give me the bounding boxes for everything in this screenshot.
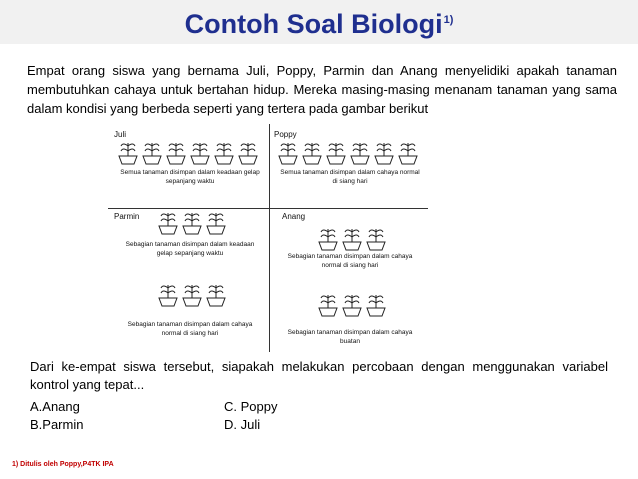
potted-plant-icon [343,295,361,316]
caption-poppy: Semua tanaman disimpan dalam cahaya normal di siang hari [280,169,420,185]
caption-juli: Semua tanaman disimpan dalam keadaan gelap sepanjang waktu [120,169,260,185]
caption-parmin-bottom: Sebagian tanaman disimpan dalam cahaya normal di siang hari [127,321,253,337]
potted-plant-icon [319,295,337,316]
option-c: C. Poppy [224,399,278,414]
potted-plant-icon [367,229,385,250]
potted-plant-icon [215,143,233,164]
plants-poppy [276,138,426,166]
caption-anang-top: Sebagian tanaman disimpan dalam cahaya normal di siang hari [287,253,413,269]
label-poppy: Poppy [274,130,297,139]
potted-plant-icon [375,143,393,164]
intro-paragraph: Empat orang siswa yang bernama Juli, Poppy, Parmin dan Anang menyelidiki apakah tanaman membutuhkan cahaya untuk bertahan hidup. Mereka masing-masing menanam tanaman yang sama dalam kondisi yang berbeda seperti yang tertera pada gambar berikut [27,63,617,116]
potted-plant-icon [159,213,177,234]
caption-parmin-top: Sebagian tanaman disimpan dalam keadaan gelap sepanjang waktu [125,241,255,257]
potted-plant-icon [183,213,201,234]
potted-plant-icon [303,143,321,164]
potted-plant-icon [343,229,361,250]
figure-vertical-divider [269,124,270,352]
option-b: B.Parmin [30,417,84,432]
potted-plant-icon [207,285,225,306]
potted-plant-icon [183,285,201,306]
experiment-figure [108,124,428,352]
plants-anang-top [316,224,396,252]
label-anang: Anang [282,212,306,221]
potted-plant-icon [367,295,385,316]
potted-plant-icon [119,143,137,164]
potted-plant-icon [207,213,225,234]
potted-plant-icon [167,143,185,164]
plants-juli [116,138,266,166]
title-superscript: 1) [443,14,454,26]
potted-plant-icon [319,229,337,250]
option-d: D. Juli [224,417,261,432]
label-parmin: Parmin [114,212,140,221]
question-text: Dari ke-empat siswa tersebut, siapakah melakukan percobaan dengan menggunakan variabel kontrol yang tepat... [30,359,608,392]
potted-plant-icon [327,143,345,164]
title-text: Contoh Soal Biologi [184,9,443,39]
potted-plant-icon [351,143,369,164]
potted-plant-icon [191,143,209,164]
potted-plant-icon [159,285,177,306]
page-title [0,0,638,44]
label-juli: Juli [114,130,127,139]
footnote: 1) Ditulis oleh Poppy,P4TK IPA [12,461,114,468]
potted-plant-icon [143,143,161,164]
potted-plant-icon [399,143,417,164]
plants-parmin-bottom [156,280,236,308]
plants-anang-bottom [316,290,396,318]
plants-parmin-top [156,208,236,236]
caption-anang-bottom: Sebagian tanaman disimpan dalam cahaya buatan [287,329,413,345]
potted-plant-icon [279,143,297,164]
option-a: A.Anang [30,399,80,414]
potted-plant-icon [239,143,257,164]
